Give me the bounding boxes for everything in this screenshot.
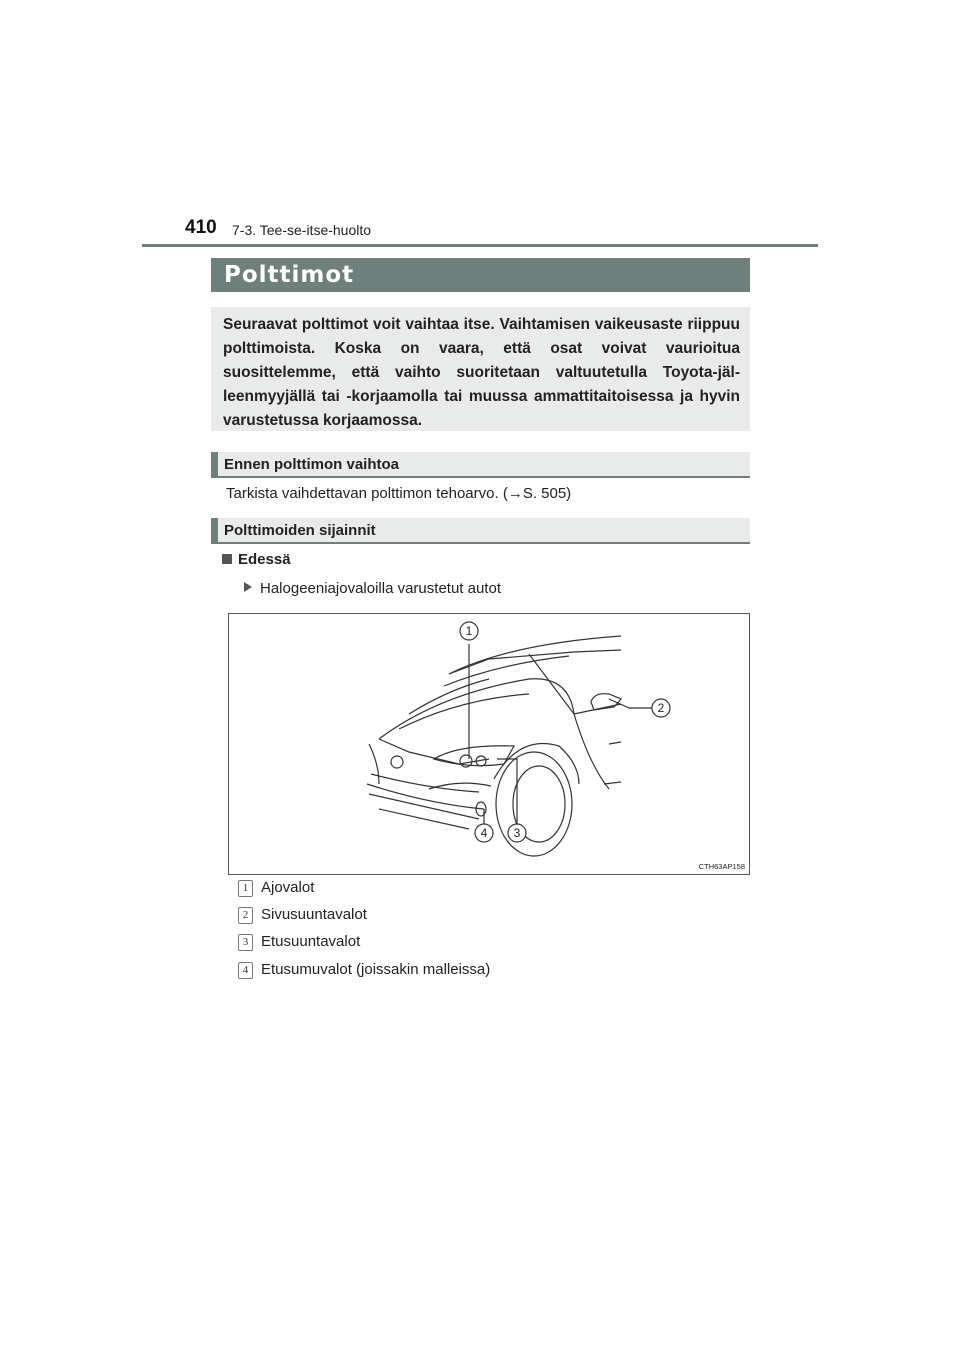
front-heading [222,551,291,568]
legend-number: 2 [238,907,253,924]
header-rule [142,244,818,247]
figure-code: CTH63AP158 [698,862,745,871]
intro-text: Seuraavat polttimot voit vaihtaa itse. Vaihtamisen vaikeusaste riippuu polttimoista. Koska on vaara, että osat voivat vaurioitua suosittelemme, että vaihto suoritetaan valtuutetulla Toyota-jäl-leenmyyjällä tai -korjaamolla tai muussa ammattitaitoisessa ja hyvin varustetussa korjaamossa. [223,316,740,429]
section-reference: 7-3. Tee-se-itse-huolto [232,222,372,238]
callout-4-label: 4 [480,826,488,840]
triangle-bullet-icon [244,582,252,592]
page-title-bar [211,258,750,292]
square-bullet-icon [222,554,232,564]
legend-label: Etusumuvalot (joissakin malleissa) [261,961,491,978]
subheading-bulb-locations [211,518,750,544]
model-label: Halogeeniajovaloilla varustetut autot [260,580,501,597]
check-wattage-text: Tarkista vaihdettavan polttimon tehoarvo. (→S. 505) [226,485,572,502]
page-title: Polttimot [224,262,355,288]
car-front-figure [228,613,750,875]
callout-1-label: 1 [465,624,473,638]
model-line [244,580,501,597]
callout-3-label: 3 [513,826,521,840]
subheading-text: Polttimoiden sijainnit [224,522,376,539]
page-number: 410 [185,217,217,238]
legend-item [238,906,367,924]
legend-label: Sivusuuntavalot [261,906,367,923]
legend-number: 4 [238,962,253,979]
legend-item [238,933,360,951]
legend-number: 1 [238,880,253,897]
legend-label: Etusuuntavalot [261,933,361,950]
callout-2-label: 2 [657,701,665,715]
legend-item [238,961,490,979]
legend-number: 3 [238,934,253,951]
subheading-before-replacement [211,452,750,478]
subheading-text: Ennen polttimon vaihtoa [224,456,399,473]
intro-box [211,307,750,431]
car-illustration [229,614,749,874]
legend-item [238,879,314,897]
front-label: Edessä [238,551,291,568]
legend-label: Ajovalot [261,879,315,896]
